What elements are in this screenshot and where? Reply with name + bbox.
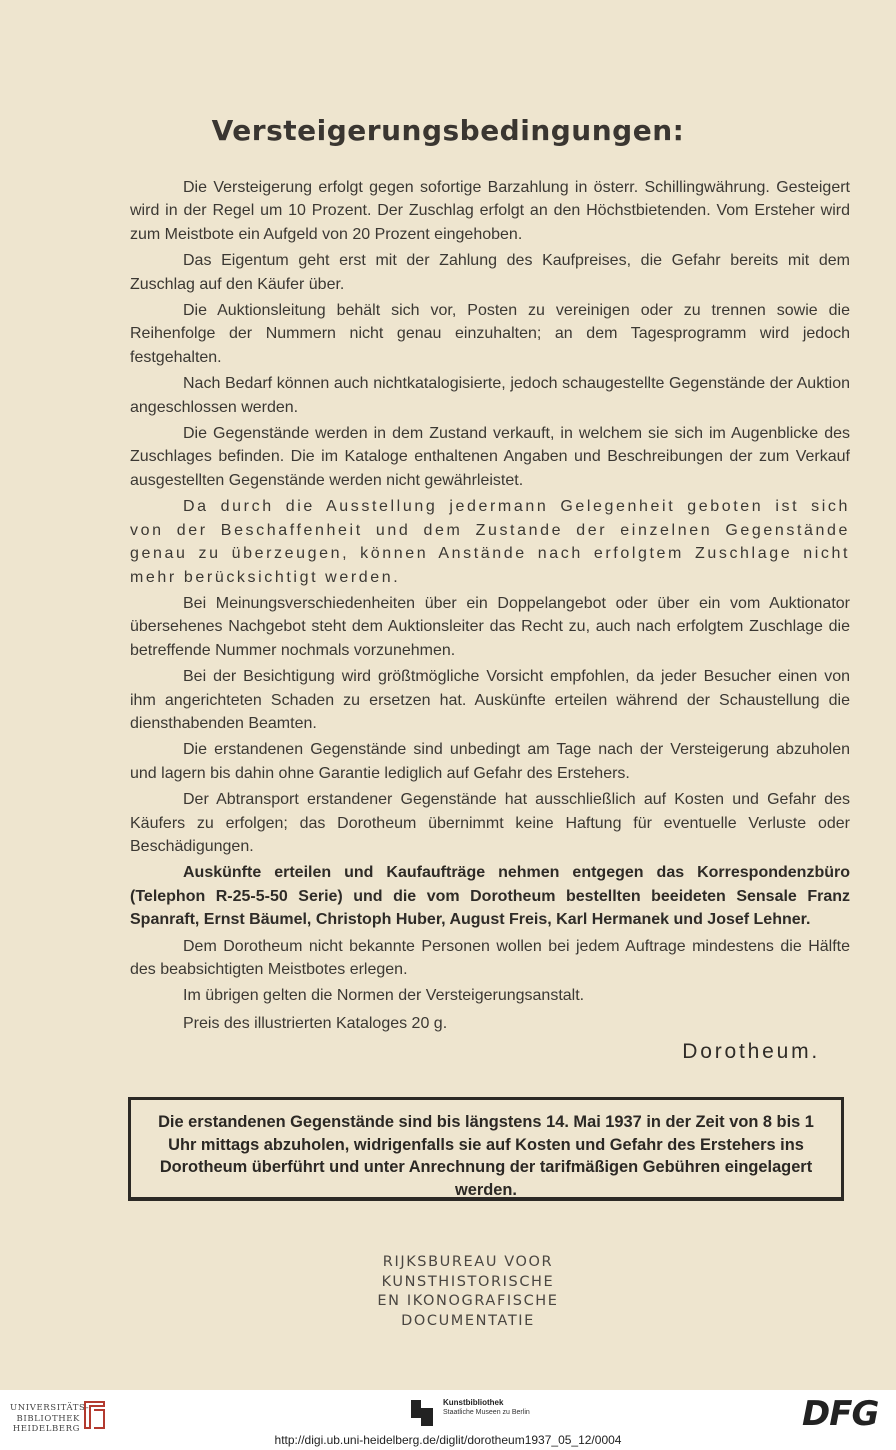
signature: Dorotheum.: [682, 1040, 820, 1063]
page-title: Versteigerungsbedingungen:: [211, 114, 685, 147]
paragraph-contacts: Auskünfte erteilen und Kaufaufträge nehmen entgegen das Korrespondenzbüro (Telephon R-25-5-50 Serie) und die vom Dorotheum bestellten beeideten Sensale Franz Spanraft, Ernst Bäumel, Christoph Huber, August Freis, Karl Hermanek und Josef Lehner.: [130, 864, 850, 929]
paragraph: Das Eigentum geht erst mit der Zahlung des Kaufpreises, die Gefahr bereits mit dem Zuschlag auf den Käufer über.: [130, 252, 850, 293]
paragraph: Preis des illustrierten Kataloges 20 g.: [183, 1014, 448, 1032]
paragraph: Dem Dorotheum nicht bekannte Personen wollen bei jedem Auftrage mindestens die Hälfte des beabsichtigten Meistbotes erlegen.: [130, 937, 850, 978]
stamp-line: RIJKSBUREAU VOOR: [382, 1254, 554, 1270]
dfg-logo: DFG: [802, 1394, 879, 1434]
stamp-line: EN IKONOGRAFISCHE: [377, 1293, 559, 1309]
paragraph: Die erstandenen Gegenstände sind unbedingt am Tage nach der Versteigerung abzuholen und lagern bis dahin ohne Garantie lediglich auf Gefahr des Erstehers.: [130, 741, 850, 782]
stamp-line: DOCUMENTATIE: [401, 1312, 535, 1329]
paragraph: Bei der Besichtigung wird größtmögliche Vorsicht empfohlen, da jeder Besucher einen von ihm angerichteten Schaden zu ersetzen hat. Auskünfte erteilen während der Schaustellung die diensthabenden Beamten.: [130, 668, 850, 732]
source-url[interactable]: http://digi.ub.uni-heidelberg.de/diglit/dorotheum1937_05_12/0004: [274, 1433, 622, 1447]
paragraph: Die Auktionsleitung behält sich vor, Posten zu vereinigen oder zu trennen sowie die Reihenfolge der Nummern nicht genau einzuhalten; an dem Tagesprogramm wird jedoch festgehalten.: [130, 302, 850, 366]
paragraph: Die Gegenstände werden in dem Zustand verkauft, in welchem sie sich im Augenblicke des Zuschlages befinden. Die im Kataloge enthaltenen Angaben und Beschreibungen der zum Verkauf ausgestellten Gegenstände werden nicht gewährleistet.: [130, 425, 850, 489]
library-name: UNIVERSITÄTS- BIBLIOTHEK HEIDELBERG: [10, 1403, 90, 1434]
library-logo-icon: [82, 1398, 108, 1432]
conditions-body: [130, 176, 850, 1039]
kb-subtitle: Staatliche Museen zu Berlin: [443, 1409, 530, 1416]
paragraph: Die Versteigerung erfolgt gegen sofortige Barzahlung in österr. Schillingwährung. Gesteigert wird in der Regel um 10 Prozent. Der Zuschlag erfolgt an den Höchstbietenden. Vom Ersteher wird zum Meistbote ein Aufgeld von 20 Prozent eingehoben.: [130, 179, 850, 243]
paragraph: Bei Meinungsverschiedenheiten über ein Doppelangebot oder über ein vom Auktionator übersehenes Nachgebot steht dem Auktionsleiter das Recht zu, auch nach erfolgtem Zuschlage die betreffende Nummer nochmals vorzunehmen.: [130, 594, 850, 659]
kb-name: Kunstbibliothek: [443, 1398, 504, 1407]
pickup-notice-box: Die erstandenen Gegenstände sind bis längstens 14. Mai 1937 in der Zeit von 8 bis 1 Uhr mittags abzuholen, widrigenfalls sie auf Kosten und Gefahr des Erstehers ins Dorotheum überführt und unter Anrechnung der tarifmäßigen Gebühren eingelagert werden.: [128, 1097, 844, 1201]
stamp-line: KUNSTHISTORISCHE: [381, 1273, 555, 1290]
kunstbibliothek-logo-icon: [409, 1398, 437, 1428]
paragraph: Der Abtransport erstandener Gegenstände hat ausschließlich auf Kosten und Gefahr des Käufers zu erfolgen; das Dorotheum übernimmt keine Haftung für eventuelle Verluste oder Beschädigungen.: [130, 791, 850, 855]
paragraph: Nach Bedarf können auch nichtkatalogisierte, jedoch schaugestellte Gegenstände der Auktion angeschlossen werden.: [130, 375, 850, 416]
paragraph: Im übrigen gelten die Normen der Versteigerungsanstalt.: [183, 987, 585, 1005]
paragraph: Da durch die Ausstellung jedermann Gelegenheit geboten ist sich von der Beschaffenheit und dem Zustande der einzelnen Gegenstände genau zu überzeugen, können Anstände nach erfolgtem Zuschlage nicht mehr berücksichtigt werden.: [130, 498, 850, 586]
institution-stamp: [360, 1253, 576, 1331]
